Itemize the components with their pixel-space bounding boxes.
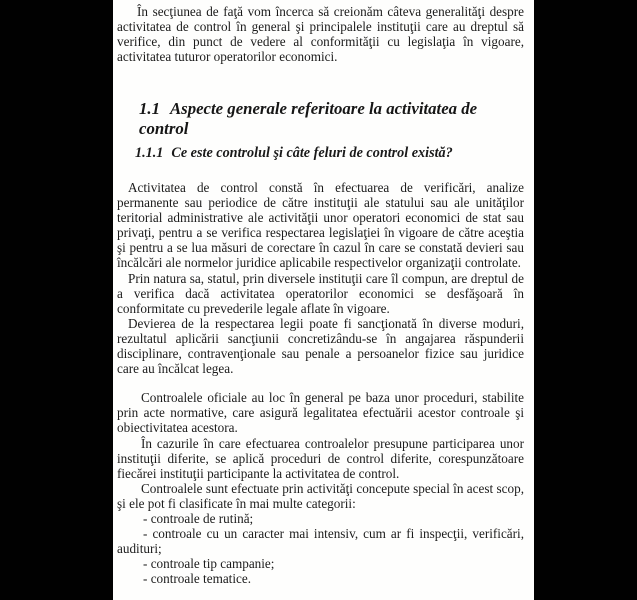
list-item-routine: - controale de rutină; — [143, 510, 254, 526]
section-heading-title: Aspecte generale referitoare la activitatea de control — [139, 99, 478, 138]
section-heading — [139, 99, 529, 139]
subsection-heading-title: Ce este controlul şi câte feluri de control există? — [171, 145, 453, 161]
list-item-campaign: - controale tip campanie; — [143, 556, 275, 572]
intro-paragraph: În secţiunea de faţă vom încerca să creionăm câteva generalităţi despre activitatea de control în general şi principalele instituţii care au dreptul să verifice, din punct de vedere al conformităţii cu legislaţia în vigoare, activitatea tuturor operatorilor economici. — [117, 4, 524, 65]
paragraph-control-definition: Activitatea de control constă în efectuarea de verificări, analize permanente sau periodice de către instituţii ale statului sau ale unităţilor teritorial administrative ale activităţii unor operatori economici de stat sau privaţi, pentru a se verifica respectarea legislaţiei în vigoare de către aceştia şi pentru a se lua măsuri de corectare în cazul în care se constată devieri sau încălcări ale normelor juridice aplicabile respectivelor organizaţii controlate. — [117, 180, 524, 271]
body-text-column — [117, 180, 524, 586]
intro-section — [117, 4, 524, 64]
paragraph-official-controls: Controalele oficiale au loc în general pe baza unor proceduri, stabilite prin acte normative, care asigură legalitatea efectuării acestor controale şi obiectivitatea acestora. — [117, 390, 524, 436]
subsection-heading-number: 1.1.1 — [135, 145, 164, 161]
section-heading-number: 1.1 — [139, 99, 160, 118]
section-break — [117, 376, 524, 390]
letterbox-right — [534, 0, 637, 600]
paragraph-multiple-institutions: În cazurile în care efectuarea controalelor presupune participarea unor instituţii diferite, se aplică proceduri de control diferite, corespunzătoare fiecărei instituţii participante la activitatea de control. — [117, 435, 524, 481]
subsection-heading — [135, 145, 529, 162]
paragraph-state-right: Prin natura sa, statul, prin diversele instituţii care îl compun, are dreptul de a verifica dacă activitatea operatorilor economici se desfăşoară în conformitate cu prevederile legale aflate în vigoare. — [117, 270, 524, 316]
document-page — [113, 0, 534, 600]
letterbox-left — [0, 0, 113, 600]
control-types-list — [117, 511, 524, 586]
list-item-thematic: - controale tematice. — [143, 571, 252, 587]
paragraph-control-categories: Controalele sunt efectuate prin activităţi concepute special în acest scop, şi ele pot fi clasificate în mai multe categorii: — [117, 480, 524, 511]
paragraph-sanctions: Devierea de la respectarea legii poate fi sancţionată în diverse moduri, rezultatul aplicării sancţiunii concretizându-se în angajarea răspunderii disciplinare, contravenţionale sau penale a persoanelor fizice sau juridice care au încălcat legea. — [117, 315, 524, 377]
list-item-intensive: - controale cu un caracter mai intensiv, cum ar fi inspecţii, verificări, audituri; — [117, 526, 524, 557]
